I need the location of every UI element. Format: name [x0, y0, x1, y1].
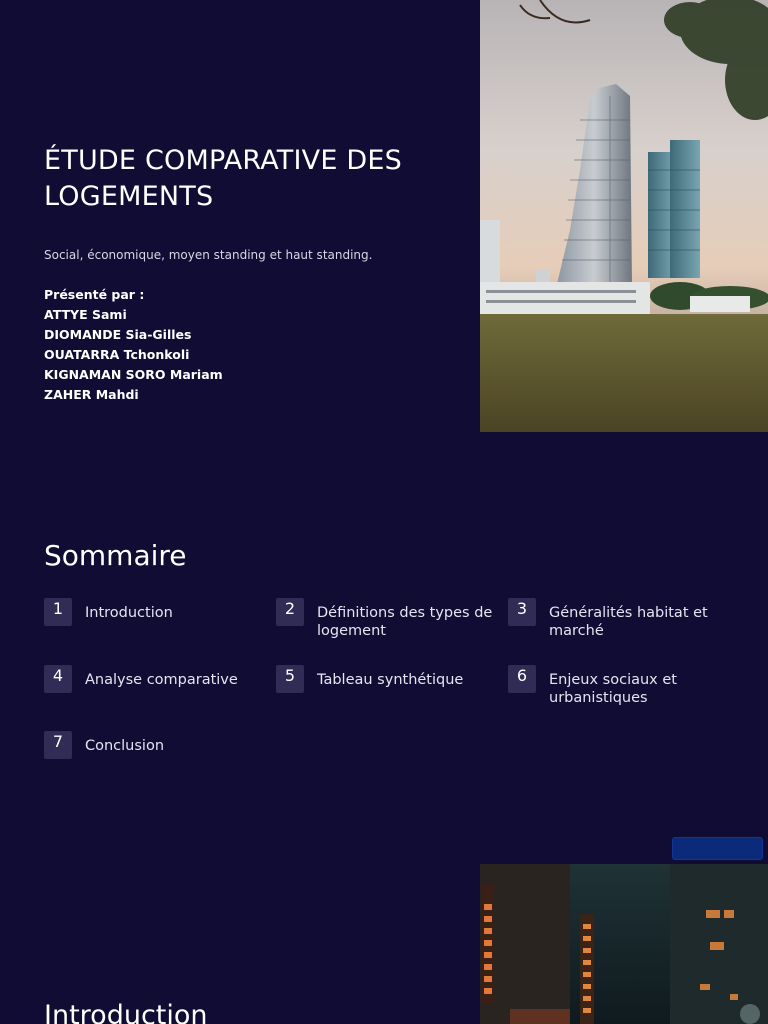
floating-action-button[interactable] — [672, 837, 763, 860]
toc-number: 1 — [44, 598, 72, 626]
intro-title: Introduction — [44, 1000, 208, 1024]
toc-label: Introduction — [85, 605, 173, 621]
title-slide — [0, 0, 768, 432]
presenter-name: OUATARRA Tchonkoli — [44, 347, 190, 362]
presenter-name: DIOMANDE Sia-Gilles — [44, 327, 192, 342]
table-of-contents — [44, 538, 744, 754]
title-line-2: LOGEMENTS — [44, 181, 214, 212]
night-street-image — [480, 864, 768, 1024]
toc-title: Sommaire — [44, 539, 187, 572]
presentation-subtitle: Social, économique, moyen standing et haut standing. — [44, 248, 373, 262]
toc-label: Généralités habitat et marché — [549, 605, 708, 639]
toc-number: 2 — [276, 598, 304, 626]
toc-number: 5 — [276, 665, 304, 693]
presenter-name: ATTYE Sami — [44, 307, 127, 322]
toc-label: Conclusion — [85, 738, 165, 754]
city-skyline-image — [480, 0, 768, 432]
toc-number: 3 — [508, 598, 536, 626]
toc-label: Tableau synthétique — [317, 672, 464, 688]
toc-label: Enjeux sociaux et urbanistiques — [549, 672, 677, 706]
title-text-block — [44, 143, 464, 405]
presented-by-label: Présenté par : — [44, 287, 145, 302]
toc-number: 7 — [44, 731, 72, 759]
presenter-name: KIGNAMAN SORO Mariam — [44, 367, 223, 382]
toc-number: 6 — [508, 665, 536, 693]
title-line-1: ÉTUDE COMPARATIVE DES — [44, 145, 402, 176]
presenter-name: ZAHER Mahdi — [44, 387, 139, 402]
toc-number: 4 — [44, 665, 72, 693]
presentation-title — [44, 143, 464, 215]
presenters-block — [44, 285, 464, 405]
toc-label: Analyse comparative — [85, 672, 238, 688]
toc-label: Définitions des types de logement — [317, 605, 493, 639]
